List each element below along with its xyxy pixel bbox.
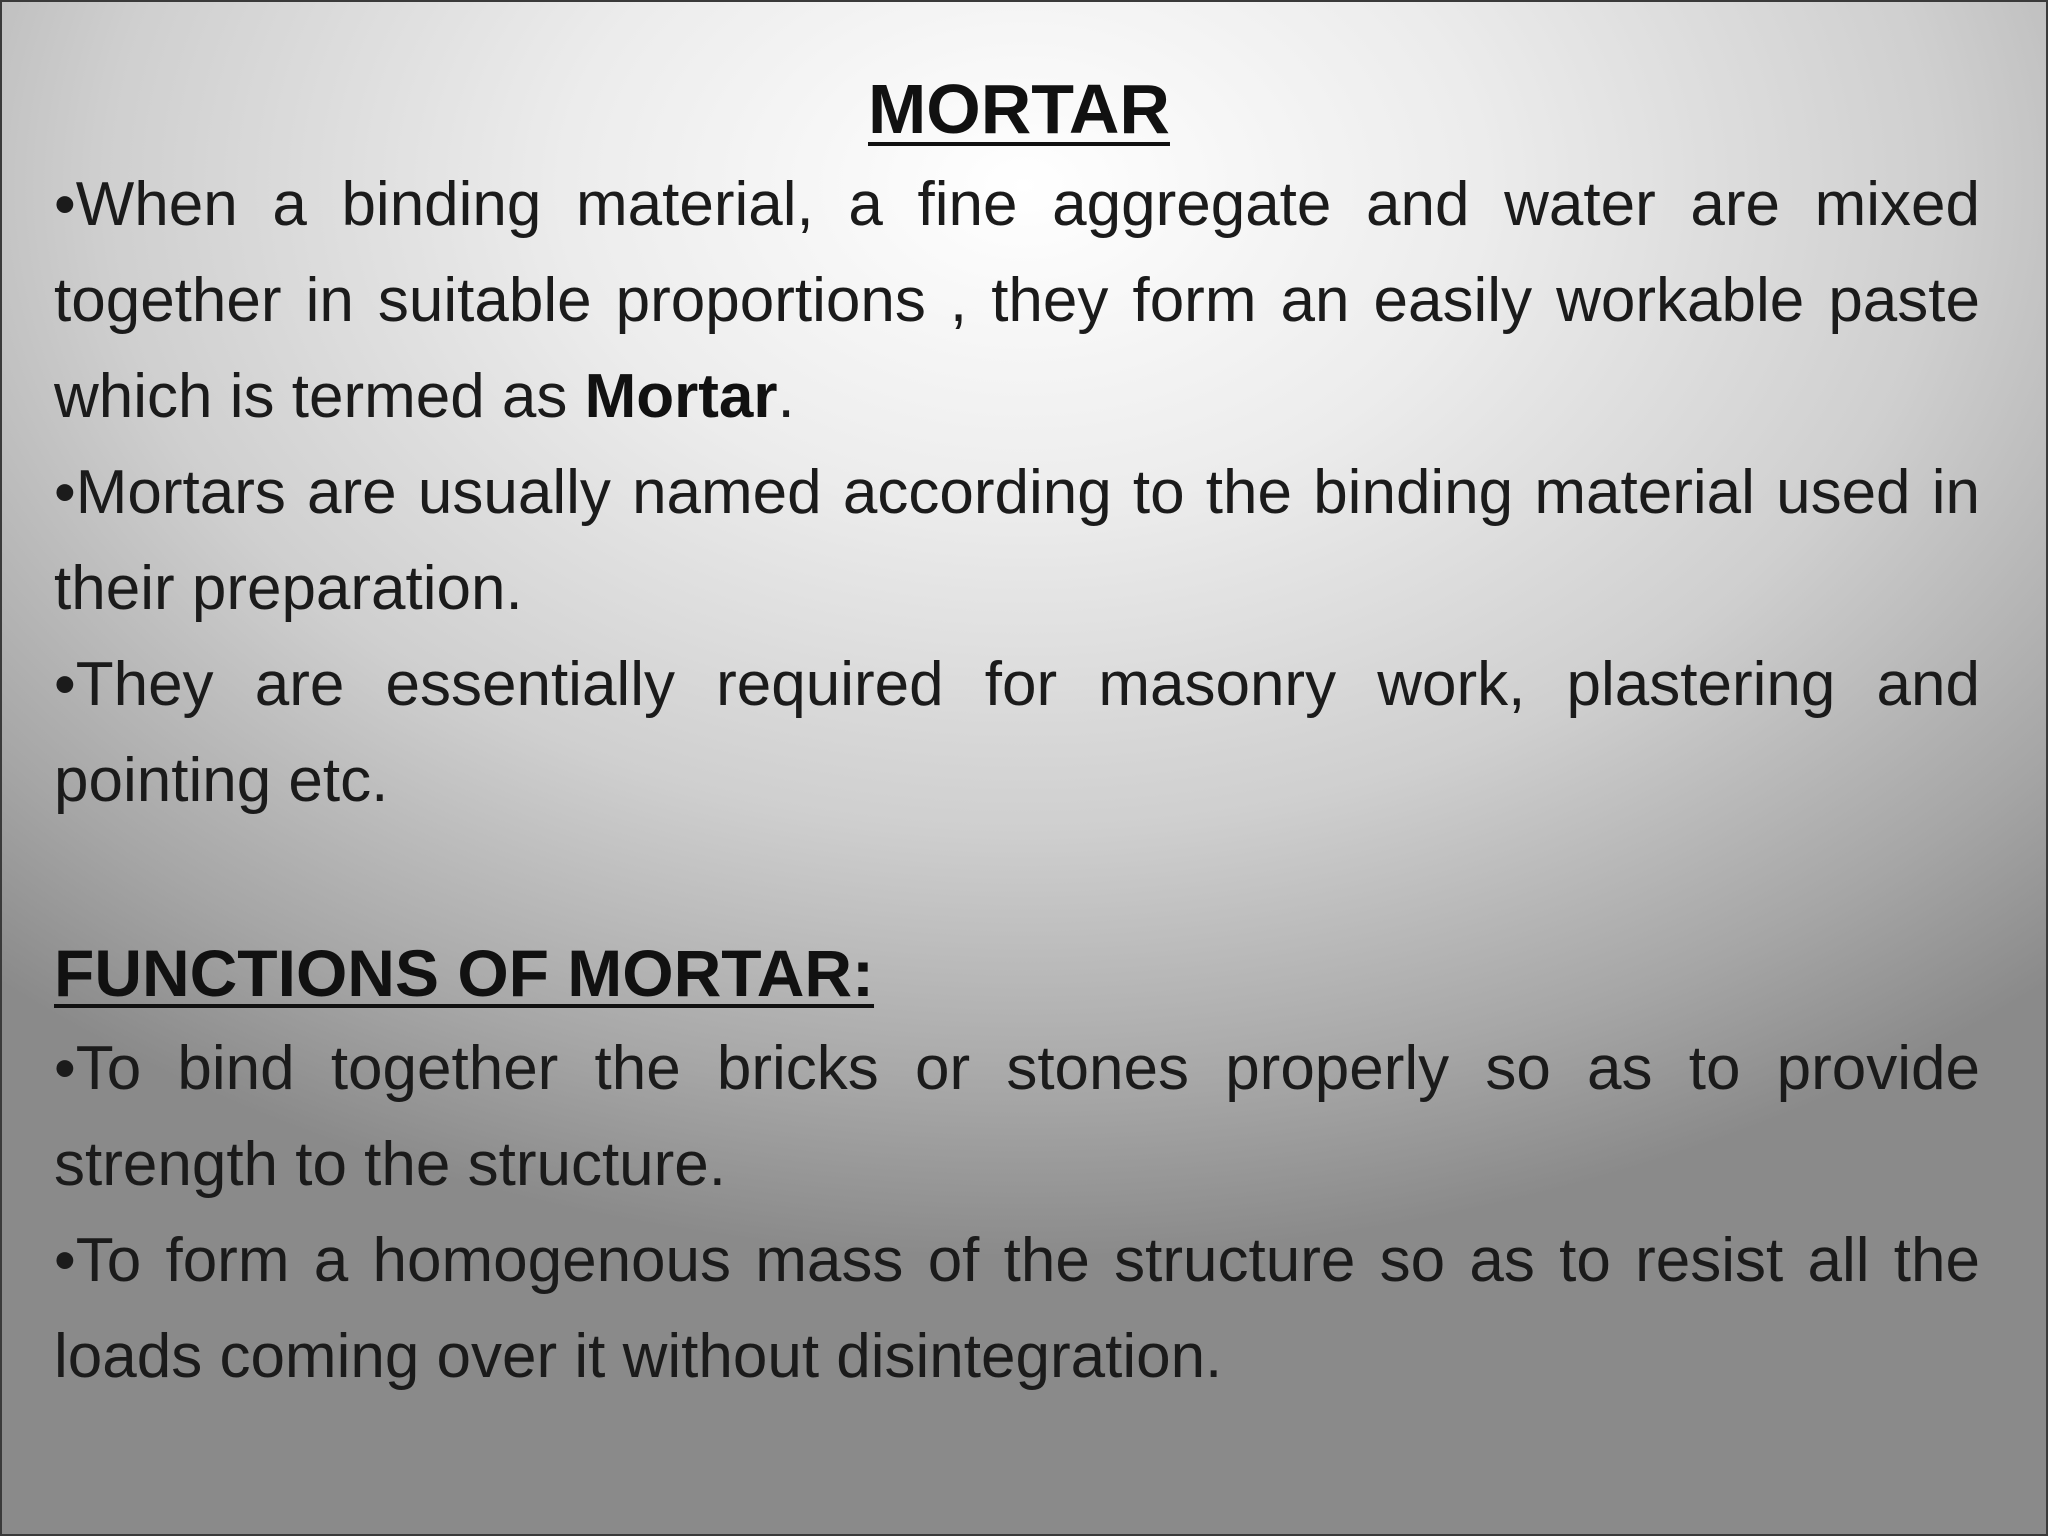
bold-term: Mortar [584,362,778,431]
spacer [54,829,1980,925]
bullet-text: They are essentially required for masonry work, plastering and pointing etc. [54,650,1980,815]
function-item-bind [54,1021,1980,1213]
function-item-homogenous [54,1213,1980,1405]
bullet-text: When a binding material, a fine aggregate and water are mixed together in suitable proportions , they form an easily workable paste which is termed as [54,170,1980,431]
bullet-definition [54,157,1980,445]
bullet-marker: • [54,1226,76,1295]
bullet-text-end: . [777,362,795,431]
bullet-marker: • [54,650,76,719]
slide-title: MORTAR [868,70,1170,148]
bullet-marker: • [54,170,76,239]
slide-body [54,157,1980,1405]
bullet-naming [54,445,1980,637]
bullet-marker: • [54,458,76,527]
bullet-text: To bind together the bricks or stones properly so as to provide strength to the structure. [54,1034,1980,1199]
bullet-text: To form a homogenous mass of the structure so as to resist all the loads coming over it without disintegration. [54,1226,1980,1391]
bullet-marker: • [54,1034,76,1103]
functions-heading: FUNCTIONS OF MORTAR: [54,936,875,1010]
bullet-usage [54,637,1980,829]
bullet-text: Mortars are usually named according to the binding material used in their preparation. [54,458,1980,623]
